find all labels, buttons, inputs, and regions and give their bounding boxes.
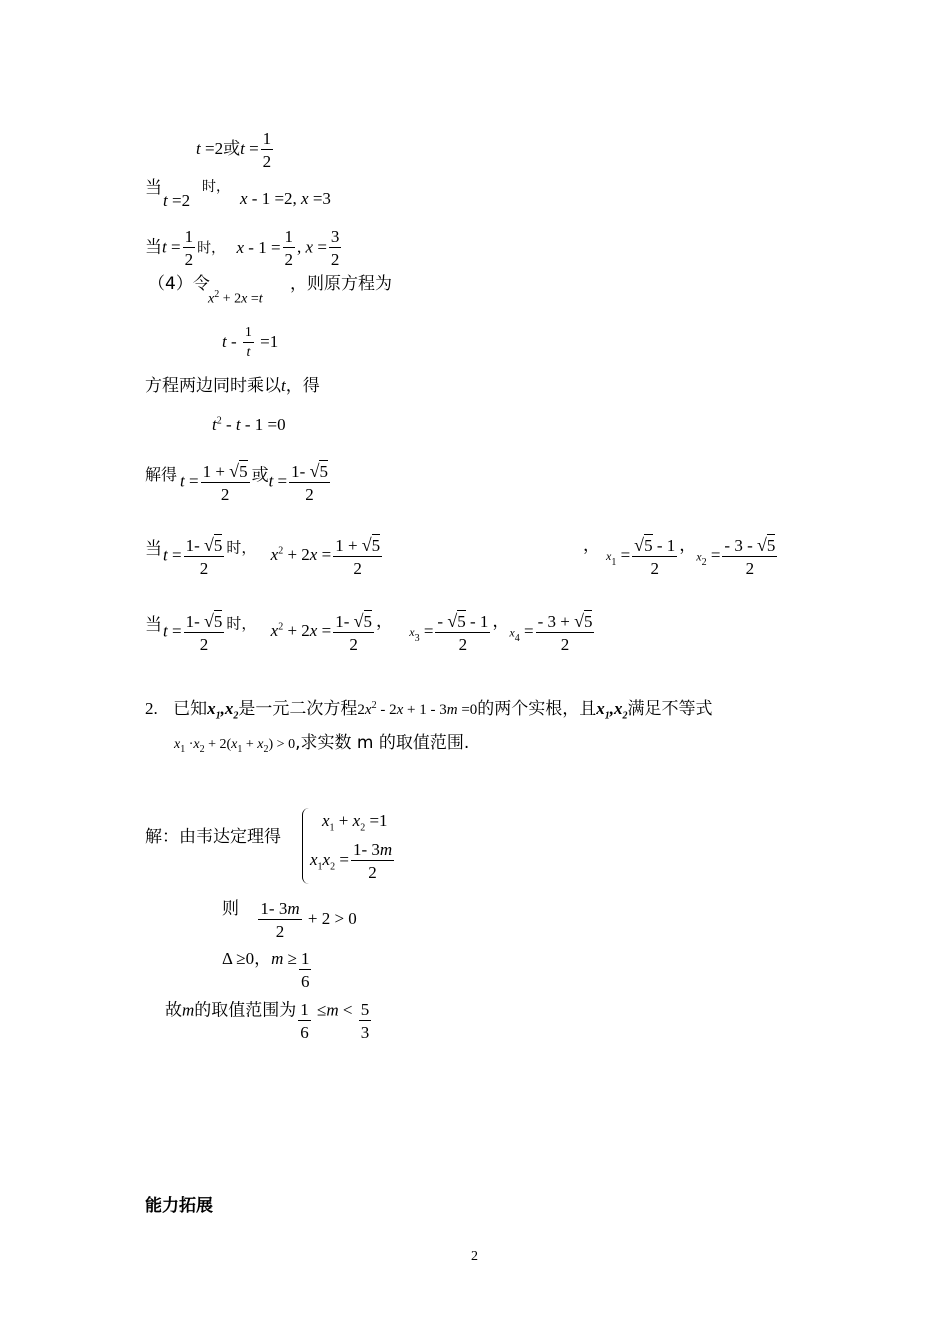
fraction-half-3: $\frac{1}{2}$ <box>284 227 294 269</box>
fraction-case1-t: $\frac{1- √5}{2}$ <box>185 535 223 578</box>
label-dang: 当 <box>145 178 162 198</box>
fraction-1-minus-sqrt5: $\frac{1- √5}{2}$ <box>291 461 328 504</box>
fraction-half: $\frac{1}{2}$ <box>262 129 272 171</box>
fraction-x4: $\frac{- 3 + √5}{2}$ <box>537 611 593 654</box>
math-case-2: t = $\frac{1- √5}{2}$ 时， $x^2 + 2x$ = $\frac{1- √5}{2}$ ， $x_3$ = $\frac{- √5 - 1}{2}$ ，$x_4$ = $\frac{- 3 + √5}{2}$ <box>163 611 593 654</box>
label-p2-satisfy: 满足不等式 <box>627 699 713 719</box>
math-t-eq-2: t =2 <box>163 191 191 210</box>
problem-2-line2: $x_1 \cdot x_2 + 2(x_1 + x_2) > 0$,求实数 m 的取值范围. <box>174 733 470 755</box>
problem-number: 2. <box>145 699 158 718</box>
math-t-minus-reciprocal: t - $\frac{1}{t}$ =1 <box>222 325 279 360</box>
fraction-x2: $\frac{- 3 - √5}{2}$ <box>724 535 776 578</box>
math-substitution: $x^2 + 2x =t$ <box>208 289 263 307</box>
label-p2-roots: 的两个实根，且 <box>477 699 597 719</box>
label-multiply: 方程两边同时乘以t，得 <box>145 376 320 396</box>
fraction-case2-rhs: $\frac{1- √5}{2}$ <box>335 611 372 654</box>
fraction-x3: $\frac{- √5 - 1}{2}$ <box>437 611 489 654</box>
label-shi-2: 时， <box>197 240 226 257</box>
label-gu: 故 <box>165 1000 182 1021</box>
line-case-t2 <box>145 180 162 197</box>
fraction-case1-rhs: $\frac{1 + √5}{2}$ <box>335 535 381 578</box>
label-multiply-text: 方程两边同时乘以 <box>145 376 281 396</box>
fraction-one-sixth: $\frac{1}{6}$ <box>300 949 310 992</box>
fraction-range-low: $\frac{1}{6}$ <box>300 1000 309 1042</box>
line-case-thalf: 当t = $\frac{1}{2}$ 时， x - 1 = $\frac{1}{2}$ , x = $\frac{3}{2}$ <box>145 227 340 269</box>
label-huo: 或 <box>223 138 241 159</box>
math-case-1: t = $\frac{1- √5}{2}$ 时， $x^2 + 2x$ = $\frac{1 + √5}{2}$ <box>163 535 381 578</box>
math-roots-x1-x2: ，$x_1$ = $\frac{√5 - 1}{2}$ ，$x_2$ = $\frac{- 3 - √5}{2}$ <box>583 535 776 578</box>
fraction-one-over-t: $\frac{1}{t}$ <box>244 325 252 360</box>
label-ze: 则 <box>222 898 239 919</box>
math-t-solutions: t = $\frac{1 + √5}{2}$ 或t = $\frac{1- √5}{2}$ <box>180 461 328 504</box>
fraction-1-plus-sqrt5: $\frac{1 + √5}{2}$ <box>202 461 248 504</box>
label-dang-2: 当 <box>145 237 162 258</box>
math-vieta-sum: $x_1 + x_2 =1$ <box>322 811 388 834</box>
math-quadratic: $t^2 - t - 1 =0$ <box>212 415 286 434</box>
label-dang-3: 当 <box>145 539 162 559</box>
label-range: 的取值范围为 <box>194 1000 297 1021</box>
fraction-case2-t: $\frac{1- √5}{2}$ <box>185 611 223 654</box>
math-delta: Δ ≥0， <box>222 949 272 968</box>
label-known: 已知 <box>173 699 208 719</box>
math-x-eq-3: x - 1 =2, x =3 <box>240 189 331 208</box>
line-then: 则 $\frac{1- 3m}{2}$ + 2 > 0 <box>222 898 357 941</box>
fraction-x1: $\frac{√5 - 1}{2}$ <box>634 535 676 578</box>
problem-2-line1: 2. 已知$x_1,x_2$是一元二次方程$2x^2 - 2x + 1 - 3m =0$的两个实根，且$x_1,x_2$满足不等式 <box>145 699 713 722</box>
label-solution: 解：由韦达定理得 <box>145 827 281 847</box>
label-p2-mid: 是一元二次方程 <box>238 699 358 719</box>
line-conclusion: 故m的取值范围为 $\frac{1}{6}$ ≤m < $\frac{5}{3}$ <box>165 1000 370 1042</box>
system-brace <box>302 808 309 884</box>
page-number: 2 <box>471 1249 478 1264</box>
label-p2-ask: ,求实数 m 的取值范围. <box>295 733 470 753</box>
section-title: 能力拓展 <box>145 1196 213 1216</box>
label-step4: （4）令 <box>148 274 210 294</box>
fraction-then: $\frac{1- 3m}{2}$ <box>260 899 300 941</box>
line-delta: Δ ≥0，m ≥ $\frac{1}{6}$ <box>222 949 310 992</box>
label-step4-suffix: ，则原方程为 <box>290 274 392 294</box>
label-solve: 解得 <box>145 465 178 484</box>
fraction-half-2: $\frac{1}{2}$ <box>184 227 194 269</box>
label-multiply-suffix: ，得 <box>285 376 320 396</box>
line-t-values: t =2或t = $\frac{1}{2}$ <box>196 129 272 171</box>
fraction-three-halves: $\frac{3}{2}$ <box>330 227 340 269</box>
fraction-vieta: $\frac{1- 3m}{2}$ <box>352 840 393 882</box>
label-shi-1: 时， <box>202 179 230 195</box>
fraction-range-high: $\frac{5}{3}$ <box>360 1000 370 1042</box>
label-huo-2: 或 <box>251 465 269 486</box>
math-t: t <box>196 138 201 158</box>
math-vieta-product: $x_1x_2$ = $\frac{1- 3m}{2}$ <box>310 840 393 882</box>
label-dang-4: 当 <box>145 615 162 635</box>
